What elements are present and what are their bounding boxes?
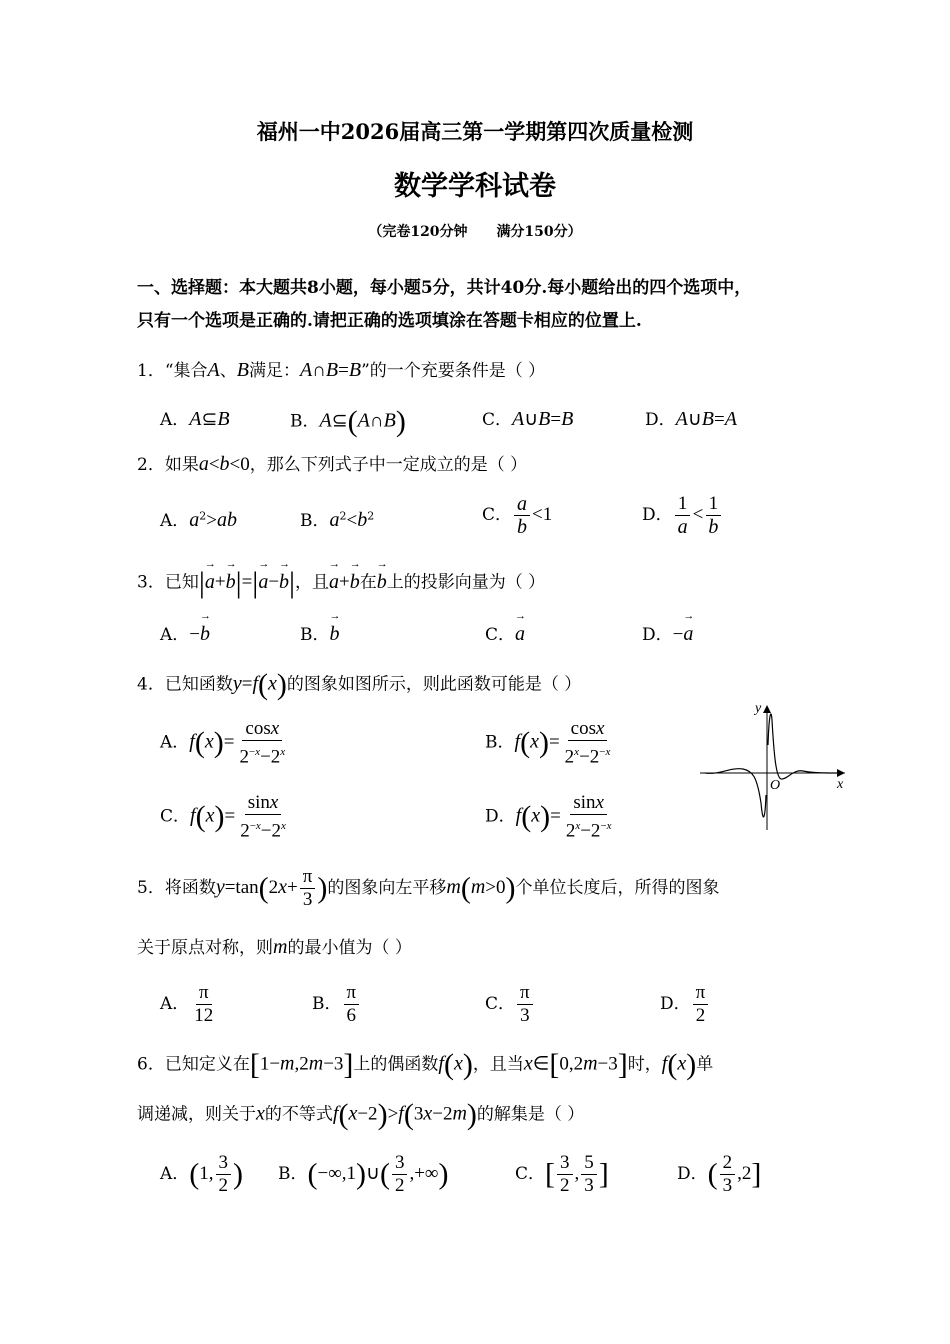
q3-option-d[interactable]: D．−→ a bbox=[642, 620, 693, 646]
origin-label: O bbox=[770, 778, 781, 793]
q5-option-d[interactable]: D． $\frac{\pi}{2}$ bbox=[660, 982, 710, 1027]
q4-option-d[interactable]: D．f(x)= $\frac{\sin x}{2^x-2^{-x}}$ bbox=[485, 792, 612, 842]
question-5-line2: 关于原点对称，则m的最小值为（ ） bbox=[137, 936, 412, 958]
question-4: 4．已知函数y=f(x)的图象如图所示，则此函数可能是（ ） bbox=[137, 668, 582, 701]
q4-option-c[interactable]: C．f(x)= $\frac{\sin x}{2^{-x}-2^x}$ bbox=[160, 792, 286, 842]
q6-option-d[interactable]: D．( $\frac{2}{3}$ ,2] bbox=[677, 1152, 762, 1196]
q3-option-c[interactable]: C．→ a bbox=[485, 620, 525, 646]
function-graph bbox=[695, 695, 855, 835]
q6-option-a[interactable]: A．(1, $\frac{3}{2}$ ) bbox=[160, 1152, 244, 1196]
x-axis-label: x bbox=[837, 777, 844, 792]
q1-option-d[interactable]: D．A∪B=A bbox=[645, 408, 737, 430]
q1-option-a[interactable]: A．A⊆B bbox=[160, 408, 230, 430]
question-5: 5．将函数y=tan(2x+ $\frac{\pi}{3}$ )的图象向左平移m(m>0)个单位长度后，所得的图象 bbox=[137, 866, 720, 910]
question-1: 1．“集合A、B满足：A∩B=B”的一个充要条件是（ ） bbox=[137, 359, 546, 381]
q4-option-a[interactable]: A．f(x)= $\frac{\cos x}{2^{-x}-2^x}$ bbox=[160, 718, 286, 768]
q1-option-c[interactable]: C．A∪B=B bbox=[482, 408, 574, 430]
q2-option-b[interactable]: B．$a^2<b^2$ bbox=[300, 509, 375, 531]
q2-number: 2． bbox=[137, 455, 165, 475]
score-info: 满分150分） bbox=[496, 224, 582, 240]
q3-number: 3． bbox=[137, 572, 165, 593]
q2-option-d[interactable]: D． $\frac{1}{a}$ < $\frac{1}{b}$ bbox=[642, 493, 723, 538]
q2-option-a[interactable]: A．$a^2>ab$ bbox=[160, 509, 237, 531]
function-curve bbox=[705, 714, 840, 817]
q4-number: 4． bbox=[137, 674, 165, 695]
question-3: 3．已知|→ a+→ b|=|→ a−→ b|，且→ a+→ b在→ b上的投影向量为（ ） bbox=[137, 566, 545, 600]
q4-option-b[interactable]: B．f(x)= $\frac{\cos x}{2^x-2^{-x}}$ bbox=[485, 718, 611, 768]
time-info: （完卷120分钟 bbox=[368, 224, 468, 240]
q3-option-a[interactable]: A．−→ b bbox=[160, 620, 210, 646]
q6-option-b[interactable]: B．(−∞,1)∪( $\frac{3}{2}$ ,+∞) bbox=[278, 1152, 449, 1196]
question-6-line2: 调递减，则关于x的不等式f(x−2)>f(3x−2m)的解集是（ ） bbox=[137, 1098, 585, 1131]
question-6: 6．已知定义在[1−m,2m−3]上的偶函数f(x)，且当x∈[0,2m−3]时，f(x)单 bbox=[137, 1048, 714, 1081]
q6-option-c[interactable]: C．[ $\frac{3}{2}$ , $\frac{5}{3}$ ] bbox=[515, 1152, 609, 1196]
q5-option-b[interactable]: B． $\frac{\pi}{6}$ bbox=[312, 982, 361, 1027]
q1-number: 1． bbox=[137, 361, 165, 381]
q5-option-a[interactable]: A． $\frac{\pi}{12}$ bbox=[160, 982, 214, 1026]
q1-option-b[interactable]: B．A⊆(A∩B) bbox=[290, 405, 406, 438]
section-heading-line1: 一、选择题：本大题共8小题，每小题5分，共计40分.每小题给出的四个选项中， bbox=[137, 278, 752, 298]
q6-number: 6． bbox=[137, 1054, 165, 1075]
y-axis-label: y bbox=[755, 701, 762, 716]
y-axis-arrow bbox=[763, 705, 771, 713]
q2-option-c[interactable]: C． $\frac{a}{b}$ <1 bbox=[482, 493, 553, 538]
subject-title: 数学学科试卷 bbox=[394, 171, 556, 202]
section-heading-line2: 只有一个选项是正确的.请把正确的选项填涂在答题卡相应的位置上. bbox=[137, 311, 642, 331]
exam-title: 福州一中2026届高三第一学期第四次质量检测 bbox=[256, 119, 694, 144]
q3-option-b[interactable]: B．→ b bbox=[300, 620, 340, 646]
q5-number: 5． bbox=[137, 878, 165, 898]
exam-info bbox=[0, 221, 950, 241]
q5-option-c[interactable]: C． $\frac{\pi}{3}$ bbox=[485, 982, 535, 1027]
question-2: 2．如果a<b<0，那么下列式子中一定成立的是（ ） bbox=[137, 453, 528, 475]
